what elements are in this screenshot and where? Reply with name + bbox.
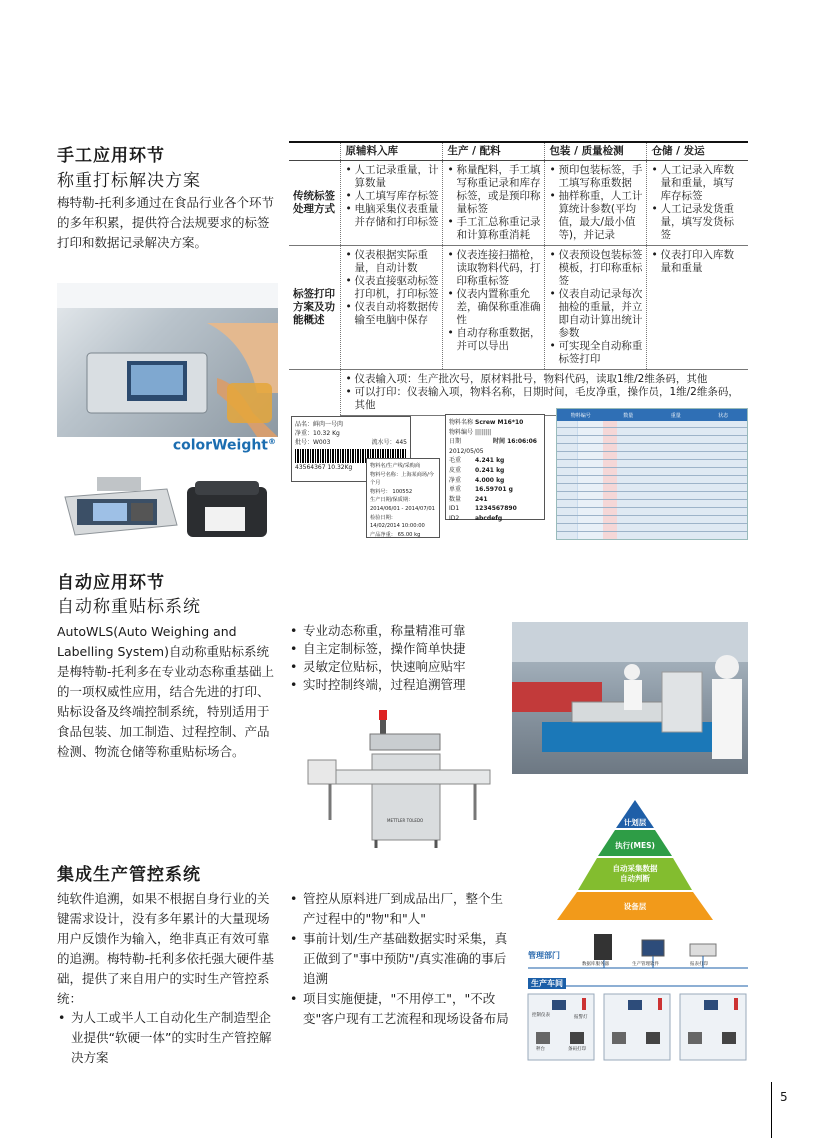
colorweight-logo: colorWeight® (172, 437, 276, 454)
list-item: • 可以打印：仪表输入项，物料名称，日期时间，毛皮净重，操作员，1维/2维条码，其他 (345, 386, 744, 412)
list-item: • 仪表输入项：生产批次号，原材料批号，物料代码，读取1维/2维条码，其他 (345, 373, 744, 386)
label-line: 生产日期/保质期： (370, 497, 414, 504)
terminal-photo (57, 283, 278, 437)
label-line: 批号：W003 (295, 439, 331, 446)
section2-subheading: 自动称重贴标系统 (57, 597, 201, 617)
autowls-machine-image (300, 700, 500, 850)
pyramid-level-device: 设备层 (623, 902, 647, 911)
machine-logo: METTLER TOLEDO (387, 818, 424, 823)
list-item: • 电脑采集仪表重量并存储和打印标签 (345, 203, 438, 229)
list-item: • 项目实施便捷，"不用停工"，"不改变"客户现有工艺流程和现场设备布局 (289, 989, 515, 1029)
comparison-table (289, 141, 748, 416)
row-label: 传统标签处理方式 (289, 161, 341, 246)
section2-paragraph: AutoWLS(Auto Weighing and Labelling System)自动称重贴标系统是梅特勒-托利多在专业动态称重基础上的一项权威性应用，结合先进的打印、贴标设备及终端控制系统，特别适用于食品包装、加工制造、过程控制、产品检测、物流仓储等称重贴标场合。 (57, 624, 275, 759)
label-line: 品名：鲜肉一号肉 (295, 421, 344, 428)
colorweight-product-image (57, 437, 278, 545)
label-line: 43564367 10.32Kg (295, 464, 353, 471)
table-header-blank (289, 142, 341, 161)
section1-paragraph: 梅特勒-托利多通过在食品行业各个环节的多年积累，提供符合法规要求的标签打印和数据记录解决方案。 (57, 195, 275, 250)
table-header: 仓储 / 发运 (647, 142, 748, 161)
section2-bullets (289, 622, 499, 694)
list-item: • 仪表预设包装标签模板，打印称重标签 (549, 249, 642, 288)
label-line: 物料号名称：上海某商场/今个月 (370, 471, 434, 487)
pyramid-level-mes: 执行(MES) (615, 841, 655, 850)
pyramid-level-plan: 计划层 (623, 818, 647, 827)
label-line: 产品净重： 65.00 kg (370, 531, 421, 538)
label-line: 物料号： 100552 (370, 488, 413, 495)
list-item: • 称量配料，手工填写称重记录和库存标签，或是预印称量标签 (447, 164, 540, 216)
terminal-label: 条码打印 (568, 1047, 586, 1052)
list-item: • 自主定制标签，操作简单快捷 (289, 640, 499, 658)
label-line: 检验日期： (370, 514, 396, 521)
sample-label-2 (366, 458, 440, 538)
list-item: • 人工记录发货重量，填写发货标签 (651, 203, 744, 242)
list-item: • 仪表自动将数据传输至电脑中保存 (345, 301, 438, 327)
list-item: • 人工记录入库数量和重量，填写库存标签 (651, 164, 744, 203)
list-item: • 实时控制终端，过程追溯管理 (289, 676, 499, 694)
list-item: • 管控从原料进厂到成品出厂，整个生产过程中的"物"和"人" (289, 889, 515, 929)
terminal-label: 秤台 (536, 1047, 545, 1052)
label-line: 14/02/2014 10:00:00 (370, 523, 425, 530)
list-item: • 为人工或半人工自动化生产制造型企业提供“软硬一体”的实时生产管控解决方案 (57, 1008, 278, 1068)
table-row (289, 161, 748, 246)
label-line: 2014/06/01 - 2014/07/01 (370, 505, 435, 512)
sample-label-3: 物料名称 Screw M16*10 物料编号 |||||||| 日期 2012/05/05 时间 16:06:06 毛重 4.241 kg 皮重 0.241 kg 净重 4.000 kg 单重 16.59701 g 数量 241 ID1 1234567890 ID2 abcdefg (445, 414, 545, 520)
list-item: • 仪表打印入库数量和重量 (651, 249, 744, 275)
table-header: 包装 / 质量检测 (545, 142, 647, 161)
page-divider (771, 1082, 772, 1138)
page-number: 5 (780, 1090, 788, 1104)
section3-heading: 集成生产管控系统 (57, 865, 201, 885)
printer-label: 报表打印 (690, 962, 708, 967)
list-item: • 自动存称重数据，并可以导出 (447, 327, 540, 353)
mes-pyramid (555, 798, 715, 922)
table-header: 生产 / 配料 (443, 142, 545, 161)
factory-photo (512, 622, 748, 774)
table-row (289, 246, 748, 370)
list-item: • 预印包装标签，手工填写称重数据 (549, 164, 642, 190)
list-item: • 仪表直接驱动标签打印机，打印标签 (345, 275, 438, 301)
list-item: • 可实现全自动称重标签打印 (549, 340, 642, 366)
section1-heading: 手工应用环节 (57, 146, 165, 166)
table-header: 原辅料入库 (341, 142, 443, 161)
list-item: • 抽样称重，人工计算统计参数(平均值，最大/最小值等)，并记录 (549, 190, 642, 242)
pyramid-level-collect: 自动采集数据 自动判断 (612, 864, 658, 883)
list-item: • 人工记录重量，计算数量 (345, 164, 438, 190)
pc-label: 生产管理软件 (632, 962, 659, 967)
terminal-label: 报警灯 (574, 1015, 588, 1020)
network-diagram (524, 928, 752, 1063)
terminal-label: 控制仪表 (532, 1013, 550, 1018)
list-item: • 专业动态称重，称量精准可靠 (289, 622, 499, 640)
row-label: 标签打印方案及功能概述 (289, 246, 341, 370)
dept-label: 管理部门 (528, 951, 560, 960)
label-line: 净重：10.32 Kg (295, 430, 340, 437)
section1-subheading: 称重打标解决方案 (57, 171, 201, 191)
label-line: 流水号：445 (371, 439, 407, 446)
server-label: 数据库服务器 (582, 962, 609, 967)
section3-left-bullet (57, 1008, 278, 1068)
list-item: • 仪表自动记录每次抽检的重量，并立即自动计算出统计参数 (549, 288, 642, 340)
spreadsheet-screenshot: 物料编号 数量 重量 状态 (556, 408, 748, 540)
section3-paragraph: 纯软件追溯，如果不根据自身行业的关键需求设计，没有多年累计的大量现场用户反馈作为输入，绝非真正有效可靠的追溯。梅特勒-托利多依托强大硬件基础，提供了来自用户的实时生产管控系统： (57, 891, 275, 1006)
label-line: 物料名/生产线/采购商 (370, 463, 421, 469)
list-item: • 仪表根据实际重量，自动计数 (345, 249, 438, 275)
workshop-label: 生产车间 (528, 978, 566, 989)
list-item: • 仪表内置称重允差，确保称重准确性 (447, 288, 540, 327)
list-item: • 灵敏定位贴标，快速响应贴牢 (289, 658, 499, 676)
list-item: • 手工汇总称重记录和计算称重消耗 (447, 216, 540, 242)
list-item: • 事前计划/生产基础数据实时采集，真正做到了"事中预防"/真实准确的事后追溯 (289, 929, 515, 989)
list-item: • 人工填写库存标签 (345, 190, 438, 203)
section3-bullets (289, 889, 515, 1029)
section2-heading: 自动应用环节 (57, 573, 165, 593)
list-item: • 仪表连接扫描枪，读取物料代码，打印称重标签 (447, 249, 540, 288)
